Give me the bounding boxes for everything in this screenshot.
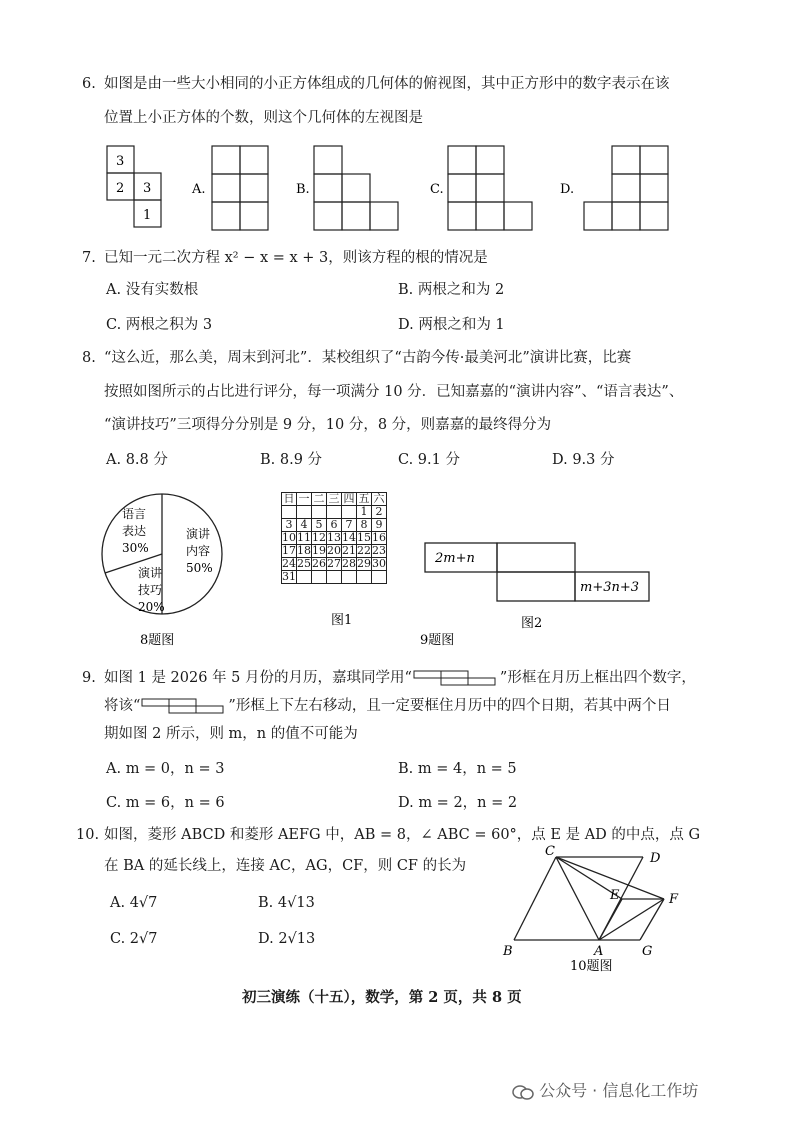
q6-num-1: 3 bbox=[116, 154, 125, 169]
q6-line1: 如图是由一些大小相同的小正方体组成的几何体的俯视图，其中正方形中的数字表示在该 bbox=[104, 76, 670, 92]
cal-cell: 19 bbox=[312, 544, 326, 557]
cal-cell: 30 bbox=[372, 557, 386, 570]
q8-option-a[interactable]: A. 8.8 分 bbox=[106, 452, 168, 468]
point-g: G bbox=[642, 944, 653, 959]
cal-cell: 25 bbox=[297, 557, 311, 570]
q6-num-3: 3 bbox=[143, 181, 152, 196]
q9-option-b[interactable]: B. m = 4，n = 5 bbox=[398, 761, 517, 777]
cal-cell: 21 bbox=[342, 544, 356, 557]
q9-option-d[interactable]: D. m = 2，n = 2 bbox=[398, 795, 518, 811]
q7-option-a[interactable]: A. 没有实数根 bbox=[106, 282, 199, 298]
q7-stem: 已知一元二次方程 x² − x = x + 3，则该方程的根的情况是 bbox=[104, 250, 488, 266]
cal-head: 一 bbox=[298, 492, 310, 505]
fig1-caption: 图1 bbox=[331, 613, 353, 628]
q9-option-c[interactable]: C. m = 6，n = 6 bbox=[106, 795, 225, 811]
point-a: A bbox=[594, 944, 604, 959]
cal-cell: 13 bbox=[327, 531, 341, 544]
cal-cell: 22 bbox=[357, 544, 371, 557]
q9-line2b: ”形框上下左右移动，且一定要框住月历中的四个日期，若其中两个日 bbox=[228, 698, 671, 714]
cal-cell: 2 bbox=[372, 506, 387, 519]
q10-option-a[interactable]: A. 4√7 bbox=[110, 895, 158, 911]
q7-option-b[interactable]: B. 两根之和为 2 bbox=[398, 282, 505, 298]
q10-option-c[interactable]: C. 2√7 bbox=[110, 931, 158, 947]
q8-caption: 8题图 bbox=[140, 633, 175, 648]
pie-label-content-1: 演讲 bbox=[186, 527, 211, 541]
cal-head: 日 bbox=[283, 492, 295, 505]
cal-cell: 29 bbox=[357, 557, 371, 570]
pie-label-expr-1: 语言 bbox=[122, 507, 147, 521]
cal-cell: 10 bbox=[282, 531, 296, 544]
q10-option-d[interactable]: D. 2√13 bbox=[258, 931, 316, 947]
cal-head: 三 bbox=[328, 492, 340, 505]
fig2-left-label: 2m+n bbox=[435, 551, 475, 566]
cal-cell: 9 bbox=[372, 519, 387, 532]
cal-cell: 14 bbox=[342, 531, 356, 544]
cal-cell: 5 bbox=[312, 519, 327, 532]
cal-cell: 18 bbox=[297, 544, 311, 557]
point-f: F bbox=[669, 892, 679, 907]
pie-label-skill-2: 技巧 bbox=[138, 583, 163, 597]
cal-cell: 8 bbox=[357, 519, 372, 532]
q9-number: 9. bbox=[82, 670, 96, 686]
q6-option-a[interactable]: A. bbox=[192, 182, 206, 197]
q6-option-b[interactable]: B. bbox=[296, 182, 310, 197]
cal-cell: 20 bbox=[327, 544, 341, 557]
q8-option-d[interactable]: D. 9.3 分 bbox=[552, 452, 615, 468]
cal-head: 五 bbox=[358, 492, 370, 505]
point-b: B bbox=[503, 944, 513, 959]
point-d: D bbox=[650, 851, 661, 866]
q7-option-d[interactable]: D. 两根之和为 1 bbox=[398, 317, 505, 333]
q6-num-4: 1 bbox=[143, 208, 152, 223]
cal-head: 六 bbox=[373, 492, 385, 505]
cal-cell: 26 bbox=[312, 557, 326, 570]
cal-cell: 6 bbox=[327, 519, 342, 532]
fig2-caption: 图2 bbox=[521, 616, 543, 631]
q8-option-b[interactable]: B. 8.9 分 bbox=[260, 452, 323, 468]
q10-line2: 在 BA 的延长线上，连接 AC，AG，CF，则 CF 的长为 bbox=[104, 858, 467, 874]
q8-option-c[interactable]: C. 9.1 分 bbox=[398, 452, 460, 468]
q7-option-c[interactable]: C. 两根之积为 3 bbox=[106, 317, 213, 333]
cal-cell: 1 bbox=[357, 506, 372, 519]
q9-line1a: 如图 1 是 2026 年 5 月份的月历，嘉琪同学用“ bbox=[104, 670, 412, 686]
q10-number: 10. bbox=[76, 827, 100, 843]
wechat-icon bbox=[512, 1084, 534, 1100]
q6-num-2: 2 bbox=[116, 181, 125, 196]
q9-option-a[interactable]: A. m = 0，n = 3 bbox=[106, 761, 225, 777]
q8-line3: “演讲技巧”三项得分分别是 9 分，10 分，8 分，则嘉嘉的最终得分为 bbox=[104, 417, 552, 433]
q9-line3: 期如图 2 所示，则 m，n 的值不可能为 bbox=[104, 726, 358, 742]
q8-line1: “这么近，那么美，周末到河北”．某校组织了“古韵今传·最美河北”演讲比赛，比赛 bbox=[104, 350, 632, 366]
pie-label-expr-3: 30% bbox=[122, 541, 149, 555]
pie-label-skill-1: 演讲 bbox=[138, 566, 163, 580]
pie-label-skill-3: 20% bbox=[138, 600, 165, 614]
watermark-text: 公众号 · 信息化工作坊 bbox=[539, 1081, 699, 1100]
cal-cell: 3 bbox=[282, 519, 297, 532]
q10-caption: 10题图 bbox=[570, 959, 613, 974]
cal-cell: 31 bbox=[282, 570, 296, 583]
q6-line2: 位置上小正方体的个数，则这个几何体的左视图是 bbox=[104, 110, 423, 126]
cal-cell: 23 bbox=[372, 544, 386, 557]
q7-number: 7. bbox=[82, 250, 96, 266]
q10-option-b[interactable]: B. 4√13 bbox=[258, 895, 315, 911]
cal-cell: 11 bbox=[297, 531, 311, 544]
cal-cell: 28 bbox=[342, 557, 356, 570]
q9-line1b: ”形框在月历上框出四个数字， bbox=[499, 670, 696, 686]
q6-option-c[interactable]: C. bbox=[430, 182, 444, 197]
watermark bbox=[512, 1078, 698, 1101]
point-c: C bbox=[545, 844, 555, 859]
point-e: E bbox=[610, 888, 620, 903]
fig2-right-label: m+3n+3 bbox=[580, 580, 640, 595]
cal-cell: 15 bbox=[357, 531, 371, 544]
q9-line2a: 将该“ bbox=[104, 698, 141, 714]
pie-label-content-3: 50% bbox=[186, 561, 213, 575]
q10-line1: 如图，菱形 ABCD 和菱形 AEFG 中，AB = 8，∠ ABC = 60°，点 E 是 AD 的中点，点 G bbox=[104, 827, 701, 843]
pie-label-content-2: 内容 bbox=[186, 544, 211, 558]
cal-cell: 17 bbox=[282, 544, 296, 557]
cal-head: 二 bbox=[313, 492, 325, 505]
cal-cell: 27 bbox=[327, 557, 341, 570]
cal-cell: 12 bbox=[312, 531, 326, 544]
page-footer: 初三演练（十五），数学，第 2 页，共 8 页 bbox=[242, 989, 522, 1006]
cal-cell: 24 bbox=[282, 557, 296, 570]
q6-option-d[interactable]: D. bbox=[560, 182, 575, 197]
cal-cell: 16 bbox=[372, 531, 386, 544]
pie-label-expr-2: 表达 bbox=[122, 524, 147, 538]
cal-cell: 4 bbox=[297, 519, 312, 532]
q9-caption: 9题图 bbox=[420, 633, 455, 648]
cal-head: 四 bbox=[343, 492, 355, 505]
cal-cell: 7 bbox=[342, 519, 357, 532]
q6-number: 6. bbox=[82, 76, 96, 92]
q8-number: 8. bbox=[82, 350, 96, 366]
q8-line2: 按照如图所示的占比进行评分，每一项满分 10 分．已知嘉嘉的“演讲内容”、“语言表达”、 bbox=[104, 384, 684, 400]
